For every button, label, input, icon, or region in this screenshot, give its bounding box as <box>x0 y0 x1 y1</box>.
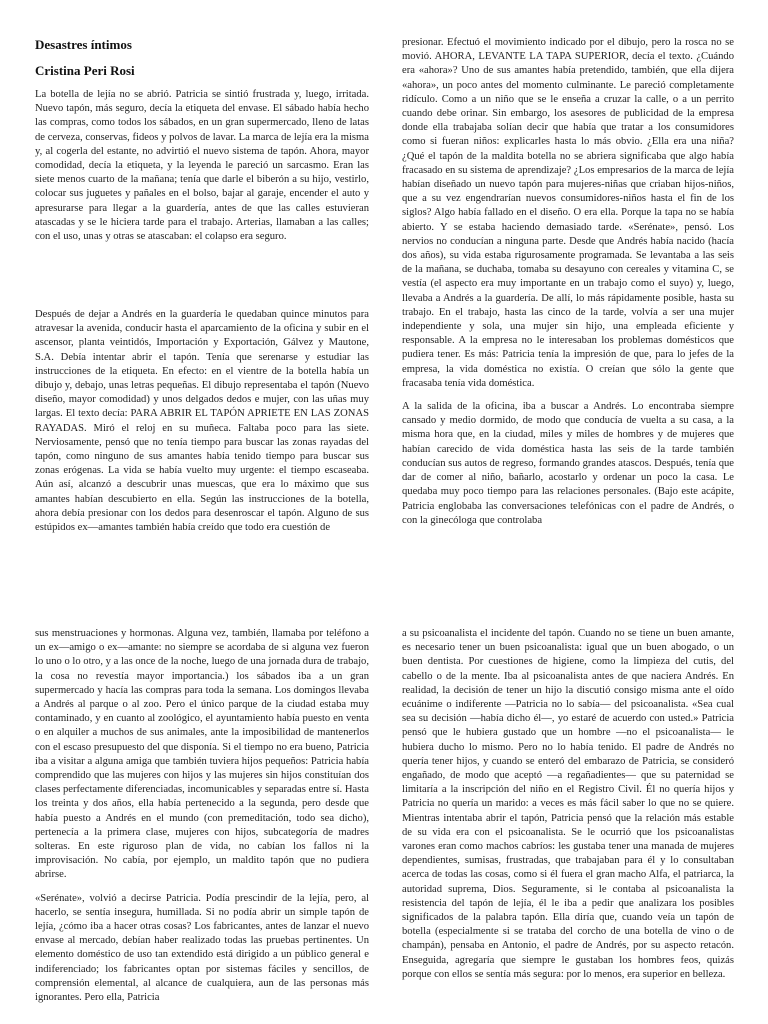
paragraph: presionar. Efectuó el movimiento indicado por el dibujo, pero la rosca no se movió. AHORA, LEVANTE LA TAPA SUPERIOR, decía el texto. ¿Cuándo era «ahora»? Uno de sus amantes había pretendido, también, que ella dijera «ahora», un poco antes del momento culminante. Le pareció completamente ridículo. Como a un niño que se le enseña a cruzar la calle, o a un perrito cuando debe orinar. Sin embargo, los asesores de publicidad de la empresa donde ella trabajaba solían decir que había que tratar a los consumidores como si fueran niños: explicarles hasta lo más obvio. ¿Ella era una niña? ¿Qué el tapón de la maldita botella no se abriera significaba que algo había fracasado en su sistema de aprendizaje? ¿Los empresarios de la marca de lejía habían diseñado un nuevo tapón para mujeres-niñas que criaban hijos-niños, que a su vez engendrarían nuevos consumidores-niños hasta el fin de los siglos? Algo había fallado en el diseño. O era ella. Porque la tapa no se había abierto. Y se estaba haciendo demasiado tarde. «Serénate», pensó. Los nervios no conducían a ninguna parte. Desde que Andrés había nacido (hacía dos años), su vida estaba rigurosamente programada. Se levantaba a las seis de la mañana, se duchaba, tomaba su desayuno con cereales y vitamina C, se vestía (el aspecto era muy importante en un trabajo como el suyo) y, luego, llevaba a Andrés a la guardería. De allí, lo más rápidamente posible, hasta su trabajo. En el trabajo, hasta las cinco de la tarde, volvía a ser una mujer independiente y sola, una mujer sin hijo, una empleada eficiente y responsable. A la empresa no le interesaban los problemas domésticos que pudiera tener. Es más: Patricia tenía la impresión de que, para lo jefes de la empresa, la vida doméstica no existía. O creían que sólo la gente que fracasaba tenía vida doméstica. <box>402 37 734 389</box>
column-top-left-continued <box>35 308 369 560</box>
paragraph: A la salida de la oficina, iba a buscar a Andrés. Lo encontraba siempre cansado y medio dormido, de modo que conducía de vuelta a su casa, a la misma hora que, en la ciudad, miles y miles de hombres y de mujeres que habían carecido de vida doméstica hasta las seis de la tarde también conducían sus autos de regreso, formando grandes atascos. Después, tenía que dar de comer al niño, bañarlo, acostarlo y ordenar un poco la casa. Le quedaba muy poco tiempo para las relaciones personales. (Bajo este acápite, Patricia englobaba las conversaciones telefónicas con el padre de Andrés, o con la ginecóloga que controlaba <box>402 401 734 526</box>
paragraph: sus menstruaciones y hormonas. Alguna vez, también, llamaba por teléfono a un ex—amigo o ex—amante: no siempre se acordaba de si alguna vez fueron lo uno o lo otro, y a las once de la noche, luego de una jornada dura de trabajo, la cosa no revestía mayor importancia.) los sábados iba a un gran supermercado y hacía las compras para toda la semana. Los domingos llevaba a Andrés al parque o al zoo. Pero el único parque de la ciudad estaba muy contaminado, y en cuanto al zoológico, el ayuntamiento había puesto en venta o en alquiler a muchos de sus animales, ante la imposibilidad de mantenerlos con el escaso presupuesto del que disponía. Si el tiempo no era bueno, Patricia iba a visitar a alguna amiga que también tuviera hijos pequeños: Patricia había comprendido que las mujeres con hijos y las mujeres sin hijos constituían dos clases perfectamente diferenciadas, incomunicables y separadas entre sí. Hasta los treinta y dos años, ella había pertenecido a la segunda, pero desde que había puesto a Andrés en el mundo (con premeditación, todo sea dicho), pertenecía a la primera clase, mujeres con hijos, subcategoría de madres solteras. En este riguroso plan de vida, no cabían los fallos ni la improvisación. No cabía, por ejemplo, un maldito tapón que no pudiera abrirse. <box>35 628 369 881</box>
paragraph: a su psicoanalista el incidente del tapón. Cuando no se tiene un buen amante, es necesario tener un buen psicoanalista: igual que un buen abogado, o un buen dentista. Por cuestiones de higiene, como la limpieza del cutis, del cabello o de la mente. Iba al psicoanalista antes de que naciera Andrés. En realidad, la decisión de tener un hijo la discutió consigo misma ante el oído ecuánime o indiferente —Patricia no lo sabía— del psicoanalista. «Sea cual sea su decisión —había dicho él—, yo estaré de acuerdo con usted.» Patricia pensó que le hubiera gustado que un hombre —no el psicoanalista— le hubiera ducho lo mismo. Pero no lo había tenido. El padre de Andrés no quería tener hijos, y cuando se enteró del embarazo de Patricia, se consideró engañado, de modo que aceptó —a regañadientes— que su paternidad se limitaría a la inscripción del niño en el Registro Civil. Él no quería hijos y Patricia no quería un marido: a veces es más fácil saber lo que no se quiere. Mientras intentaba abrir el tapón, Patricia pensó que la relación más estable de su vida era con el psicoanalista. Se le ocurrió que los psicoanalistas varones eran como machos cabríos: les gustaba tener una manada de mujeres dependientes, sumisas, frustradas, que trabajaban para él y lo consultaban acerca de todas las cosas, como si él fuera el gran macho Alfa, el patriarca, la autoridad suprema, Dios. Seguramente, si le contaba al psicoanalista la resistencia del tapón de lejía, él le iba a pedir que analizara los posibles significados de la palabra tapón. Ella diría que, cuando veía un tapón de botella (especialmente si se trataba del corcho de una botella de vino o de champán), pensaba en Antonio, el padre de Andrés, por su aspecto retacón. Enseguida, agregaría que siempre le gustaban los hombres feos, quizás porque con ellos se sentía más segura: por lo menos, era superior en belleza. <box>402 628 734 980</box>
column-bottom-right <box>402 627 734 1024</box>
column-bottom-left <box>35 627 369 1024</box>
story-title: Desastres íntimos <box>35 37 132 52</box>
story-author: Cristina Peri Rosi <box>35 63 135 78</box>
paragraph: Después de dejar a Andrés en la guardería le quedaban quince minutos para atravesar la avenida, conducir hasta el aparcamiento de la oficina y subir en el ascensor, planta veintidós, Importación y Exportación, Gálvez y Mautone, S.A. Debía intentar abrir el tapón. Tenía que serenarse y estudiar las instrucciones de la etiqueta. En efecto: en el vientre de la botella había un dibujo y, debajo, unas letras pequeñas. El dibujo representaba el tapón (Nuevo diseño, mayor comodidad) y unos delgados dedos e mujer, con las uñas muy largas. El texto decía: PARA ABRIR EL TAPÓN APRIETE EN LAS ZONAS RAYADAS. Miró el reloj en su muñeca. Faltaba poco para las siete. Nerviosamente, pensó que no tenía tiempo para buscar las zonas rayadas del tapón, como ninguno de sus amantes había tenido tiempo para buscar sus zonas erógenas. La vida se había vuelto muy urgente: el tiempo escaseaba. Aún así, alcanzó a descubrir unas muescas, que era lo máximo que sus amantes habían descubierto en ella. Según las instrucciones de la botella, ahora debía presionar con los dedos para desenroscar el tapón. Alguno de sus estúpidos ex—amantes también había creído que todo era cuestión de <box>35 309 369 534</box>
paragraph: «Serénate», volvió a decirse Patricia. Podía prescindir de la lejía, pero, al hacerlo, se sentía insegura, humillada. Si no podía abrir un simple tapón de lejía, ¿cómo iba a hacer otras cosas? Los fabricantes, antes de lanzar el nuevo envase al mercado, debían haber realizado todas las pruebas pertinentes. Un elemento doméstico de uso tan extendido está dirigido a un público general e indiferenciado; los fabricantes optan por sistemas fáciles y sencillos, de comprensión elemental, al alcance de cualquiera, aun de las personas más ignorantes. Pero ella, Patricia <box>35 892 369 1004</box>
paragraph: La botella de lejía no se abrió. Patricia se sintió frustrada y, luego, irritada. Nuevo tapón, más seguro, decía la etiqueta del envase. El sábado había hecho las compras, como todos los sábados, en un gran supermercado, lleno de latas de cerveza, conservas, fideos y polvos de lavar. La marca de lejía era la misma y, al cogerla del estante, no advirtió el nuevo sistema de tapón. Ahora, mayor comodidad, decía la etiqueta, y la leyenda le pareció un sarcasmo. Eran las siete menos cuarto de la mañana; tenía que darle el biberón a su hijo, vestirlo, colocar sus juguetes y pañales en el bolso, bajar al garaje, encender el auto y apresurarse para llegar a la guardería, antes de que las calles estuvieran atascadas y se le hiciera tarde para el trabajo. Arterias, llamaban a las calles; con el uso, unas y otras se atascaban: el colapso era seguro. <box>35 89 369 243</box>
column-top-left <box>35 36 369 308</box>
column-top-right <box>402 36 734 560</box>
